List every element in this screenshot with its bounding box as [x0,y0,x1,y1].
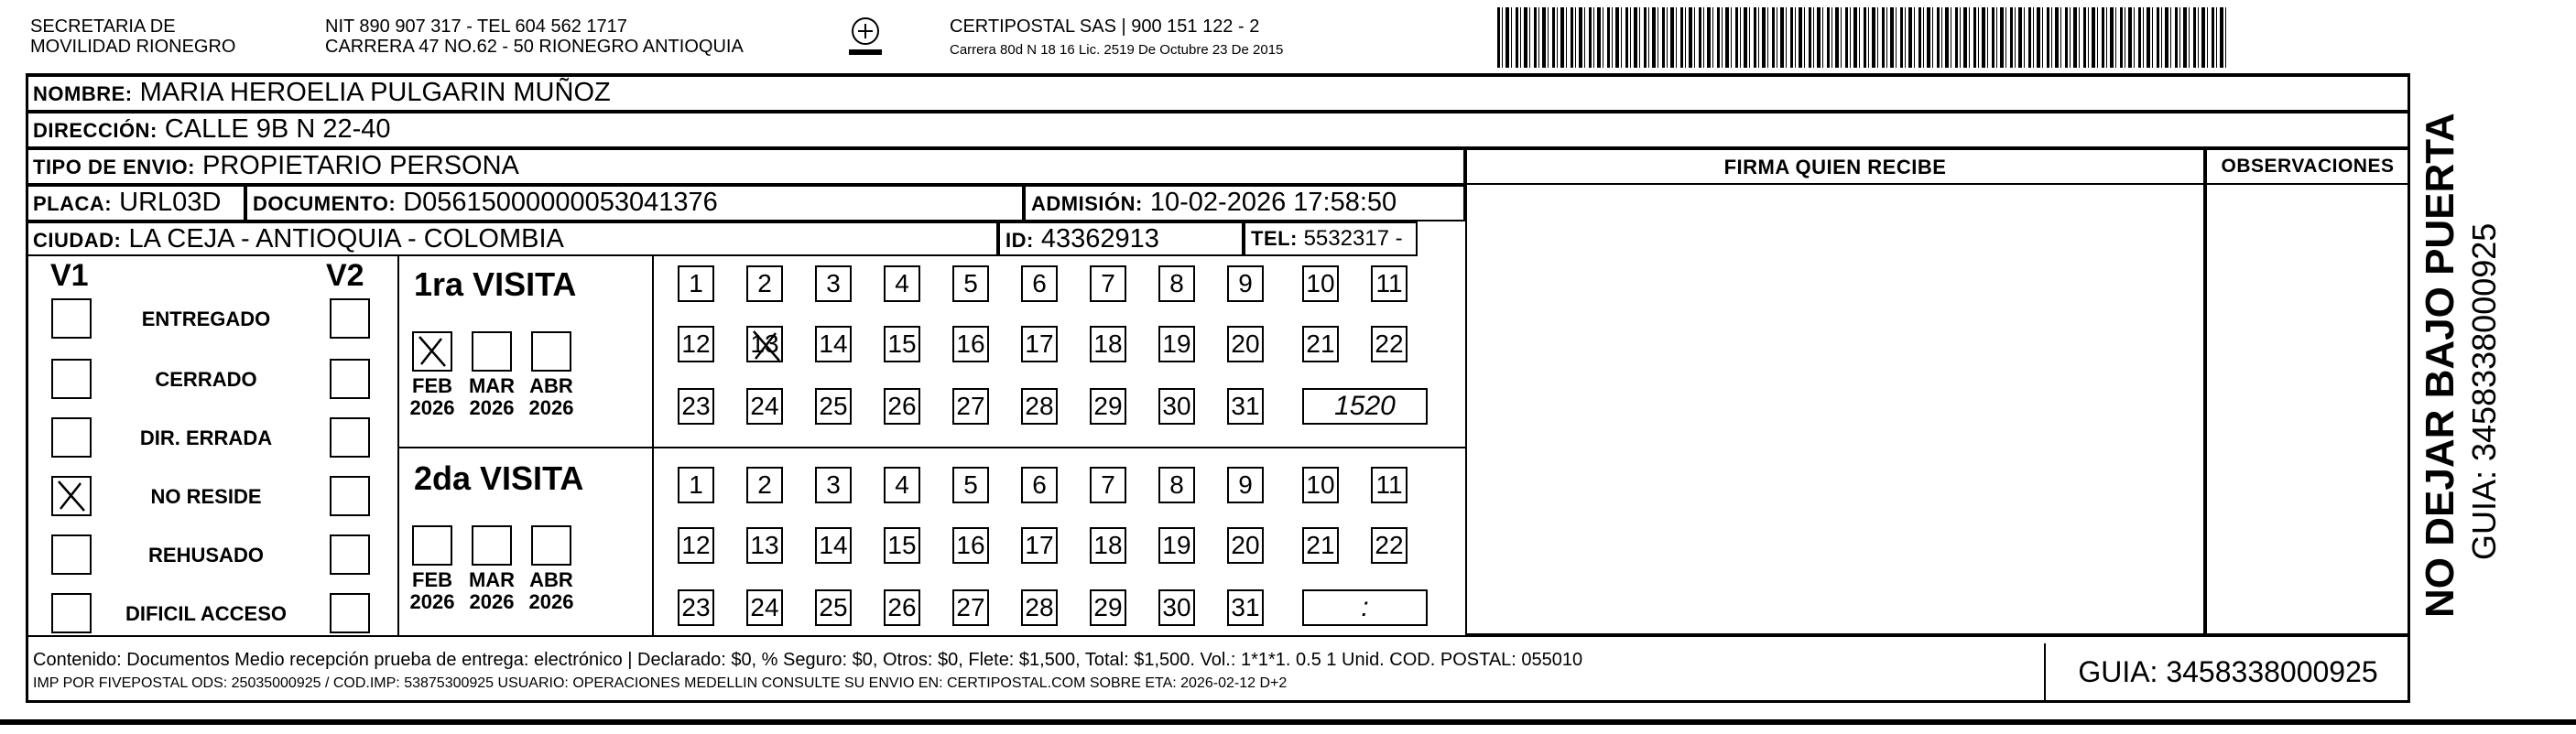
day-box[interactable]: 22 [1371,326,1408,362]
status-label: DIFICIL ACCESO [125,602,287,625]
month-label [405,375,460,419]
month-name: ABR [529,374,573,397]
day-box[interactable]: 14 [815,527,852,564]
admision-value: 10-02-2026 17:58:50 [1149,188,1397,217]
day-box[interactable]: 1 [678,265,714,302]
v2-checkbox[interactable] [330,298,370,339]
certipostal-logo-icon [847,15,884,51]
day-box[interactable]: 9 [1227,467,1264,503]
day-box[interactable]: 27 [952,388,989,425]
day-box[interactable]: 23 [678,388,714,425]
month-label [464,569,519,613]
day-box[interactable]: 4 [884,467,920,503]
month-year: 2026 [409,590,455,613]
direccion-value: CALLE 9B N 22-40 [164,114,391,144]
month-checkbox[interactable] [472,331,512,372]
placa-cell [26,185,245,221]
v1-checkbox[interactable] [51,359,92,399]
tel-cell [1244,221,1418,256]
day-box[interactable]: 25 [815,388,852,425]
tipo-row [26,148,1465,185]
month-label [464,375,519,419]
day-box[interactable]: 19 [1158,326,1195,362]
v1-checkbox[interactable] [51,593,92,633]
month-checkbox[interactable] [531,525,571,566]
day-box[interactable]: 30 [1158,388,1195,425]
month-name: ABR [529,568,573,591]
day-box[interactable]: 18 [1090,326,1126,362]
firma-box[interactable] [1465,148,2205,635]
observaciones-label: OBSERVACIONES [2221,156,2395,177]
id-value: 43362913 [1040,224,1159,254]
day-box[interactable]: 26 [884,589,920,626]
tel-label: TEL: [1251,227,1298,250]
day-box[interactable]: 4 [884,265,920,302]
day-box[interactable]: 12 [678,326,714,362]
nombre-row [26,75,2410,112]
footer-line1: Contenido: Documentos Medio recepción prueba de entrega: electrónico | Declarado: $0, % Seguro: $0, Otros: $0, Flete: $1,500, Total: $1,500. Vol.: 1*1*1. 0.5 1 Unid. COD. POSTAL: 055010 [33,650,1583,670]
day-box[interactable]: 30 [1158,589,1195,626]
day-box[interactable]: 19 [1158,527,1195,564]
visit2-title: 2da VISITA [414,459,584,497]
v2-checkbox[interactable] [330,476,370,516]
v1-checkbox[interactable] [51,417,92,458]
nit-line: NIT 890 907 317 - TEL 604 562 1717 [325,16,627,37]
v1-checkbox[interactable] [51,476,92,516]
ciudad-label: CIUDAD: [33,229,122,252]
day-box[interactable]: 12 [678,527,714,564]
day-box[interactable]: 17 [1021,326,1058,362]
documento-value: D05615000000053041376 [403,188,718,217]
firma-label: FIRMA QUIEN RECIBE [1723,156,1947,178]
v1-label: V1 [50,258,89,293]
placa-value: URL03D [119,188,222,217]
day-box[interactable]: 5 [952,265,989,302]
courier-line2: Carrera 80d N 18 16 Lic. 2519 De Octubre 23 De 2015 [950,42,1284,58]
day-box[interactable]: 7 [1090,265,1126,302]
day-box[interactable]: 20 [1227,326,1264,362]
day-box[interactable]: 3 [815,467,852,503]
v1-checkbox[interactable] [51,534,92,575]
month-name: FEB [412,568,452,591]
org-name-line1: SECRETARIA DE [30,16,176,37]
day-box[interactable]: 24 [746,388,783,425]
nombre-value: MARIA HEROELIA PULGARIN MUÑOZ [139,78,611,107]
day-box[interactable]: 8 [1158,467,1195,503]
barcode [1497,7,2230,68]
day-box[interactable]: 17 [1021,527,1058,564]
month-label [524,569,579,613]
day-box[interactable]: 7 [1090,467,1126,503]
observaciones-box[interactable] [2205,148,2410,635]
day-box[interactable]: 11 [1371,467,1408,503]
tipo-value: PROPIETARIO PERSONA [201,151,519,180]
id-label: ID: [1005,229,1034,252]
day-box[interactable]: 22 [1371,527,1408,564]
documento-cell [245,185,1024,221]
day-box[interactable]: 18 [1090,527,1126,564]
org-name-line2: MOVILIDAD RIONEGRO [30,37,236,57]
month-year: 2026 [528,396,574,419]
day-box[interactable]: 16 [952,527,989,564]
day-box[interactable]: 21 [1302,527,1339,564]
month-label [524,375,579,419]
nombre-label: NOMBRE: [33,82,133,105]
month-name: MAR [468,374,516,397]
status-label: NO RESIDE [150,485,262,508]
time-box[interactable]: 1520 [1302,388,1428,425]
courier-line1: CERTIPOSTAL SAS | 900 151 122 - 2 [950,16,1260,37]
day-box[interactable]: 21 [1302,326,1339,362]
day-box[interactable]: 6 [1021,265,1058,302]
admision-cell [1024,185,1465,221]
v2-label: V2 [326,258,364,293]
day-box[interactable]: 15 [884,527,920,564]
day-box[interactable]: 11 [1371,265,1408,302]
day-box[interactable]: 28 [1021,589,1058,626]
day-box[interactable]: 24 [746,589,783,626]
month-year: 2026 [469,590,515,613]
day-box[interactable]: 5 [952,467,989,503]
day-box[interactable]: 23 [678,589,714,626]
day-box[interactable]: 9 [1227,265,1264,302]
v2-checkbox[interactable] [330,534,370,575]
v1-checkbox[interactable] [51,298,92,339]
day-box[interactable]: 29 [1090,589,1126,626]
day-box[interactable]: 25 [815,589,852,626]
month-checkbox[interactable] [531,331,571,372]
visit1-title: 1ra VISITA [414,265,577,303]
tipo-label: TIPO DE ENVIO: [33,156,195,178]
month-name: MAR [468,568,516,591]
day-box[interactable]: 2 [746,467,783,503]
day-box[interactable]: 15 [884,326,920,362]
v2-checkbox[interactable] [330,417,370,458]
side-guia: GUIA: 3458338000925 [2465,222,2503,560]
direccion-label: DIRECCIÓN: [33,119,158,142]
time-box[interactable]: : [1302,589,1428,626]
placa-label: PLACA: [33,192,113,215]
month-checkbox[interactable] [412,331,452,372]
month-name: FEB [412,374,452,397]
day-box[interactable]: 29 [1090,388,1126,425]
day-box[interactable]: 6 [1021,467,1058,503]
day-box[interactable]: 14 [815,326,852,362]
id-cell [998,221,1244,256]
status-label: DIR. ERRADA [139,426,273,449]
ciudad-cell [26,221,998,256]
documento-label: DOCUMENTO: [253,192,397,215]
day-box[interactable]: 31 [1227,589,1264,626]
month-label [405,569,460,613]
month-checkbox[interactable] [412,525,452,566]
day-box[interactable]: 13 [746,527,783,564]
day-box[interactable]: 8 [1158,265,1195,302]
v2-checkbox[interactable] [330,359,370,399]
ciudad-value: LA CEJA - ANTIOQUIA - COLOMBIA [128,224,564,254]
v2-checkbox[interactable] [330,593,370,633]
day-box[interactable]: 1 [678,467,714,503]
status-label: REHUSADO [148,544,264,567]
day-box[interactable]: 20 [1227,527,1264,564]
status-label: ENTREGADO [141,308,271,330]
status-label: CERRADO [155,368,257,391]
tel-value: 5532317 - [1303,226,1403,251]
address-line: CARRERA 47 NO.62 - 50 RIONEGRO ANTIOQUIA [325,37,744,57]
day-box[interactable]: 27 [952,589,989,626]
day-box[interactable]: 3 [815,265,852,302]
month-year: 2026 [469,396,515,419]
month-year: 2026 [409,396,455,419]
month-year: 2026 [528,590,574,613]
day-box[interactable]: 16 [952,326,989,362]
admision-label: ADMISIÓN: [1031,192,1143,215]
day-box[interactable]: 2 [746,265,783,302]
day-box[interactable]: 26 [884,388,920,425]
day-box[interactable]: 13 [746,326,783,362]
side-warning: NO DEJAR BAJO PUERTA [2418,113,2462,618]
direccion-row [26,112,2410,148]
day-box[interactable]: 10 [1302,265,1339,302]
footer-line2: IMP POR FIVEPOSTAL ODS: 25035000925 / COD.IMP: 53875300925 USUARIO: OPERACIONES MEDELLIN CONSULTE SU ENVIO EN: CERTIPOSTAL.COM SOBRE ETA: 2026-02-12 D+2 [33,675,1288,691]
day-box[interactable]: 10 [1302,467,1339,503]
month-checkbox[interactable] [472,525,512,566]
footer-guia: GUIA: 3458338000925 [2044,643,2410,700]
day-box[interactable]: 31 [1227,388,1264,425]
day-box[interactable]: 28 [1021,388,1058,425]
